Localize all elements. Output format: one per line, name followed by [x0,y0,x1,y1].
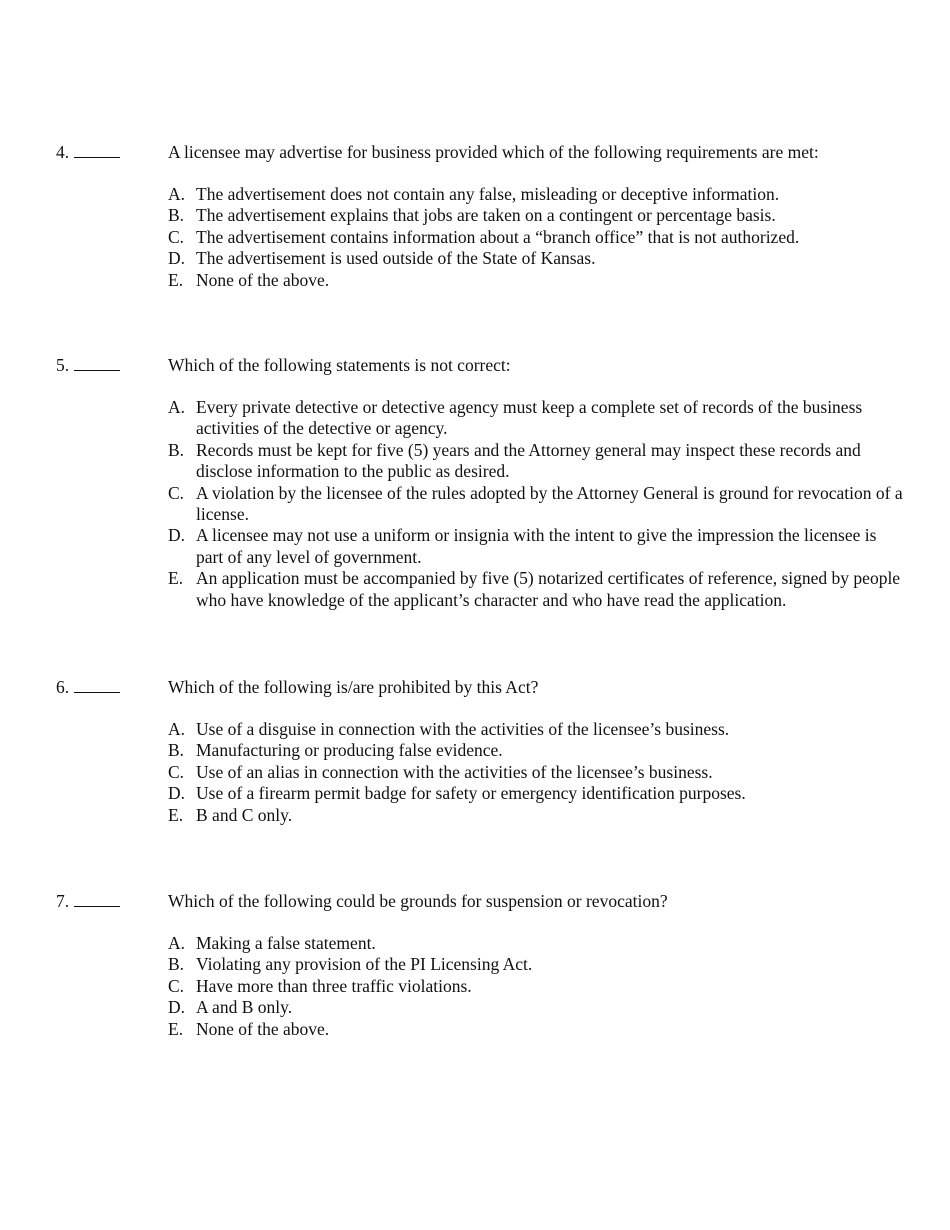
option-e [0,805,906,826]
question-text: Which of the following could be grounds for suspension or revocation? [168,891,668,911]
option-d [0,783,906,804]
option-letter: C. [168,226,185,247]
question-6 [0,677,950,826]
option-d [0,525,906,568]
question-text: A licensee may advertise for business provided which of the following requirements are met: [168,142,819,162]
option-text: Every private detective or detective agency must keep a complete set of records of the business activities of the detective or agency. [196,397,863,439]
answer-blank [74,142,120,158]
answer-blank [74,891,120,907]
question-7 [0,891,950,1040]
option-text: The advertisement contains information about a “branch office” that is not authorized. [196,226,800,247]
question-header [0,891,950,913]
option-d [0,248,906,269]
option-text: Use of a firearm permit badge for safety or emergency identification purposes. [196,783,746,804]
answer-blank [74,355,120,371]
option-c [0,976,906,997]
option-letter: E. [168,804,184,825]
option-c [0,483,906,526]
option-letter: A. [168,719,186,739]
option-a [0,933,906,954]
option-a [0,184,906,205]
option-letter: D. [168,525,186,546]
option-text: The advertisement does not contain any false, misleading or deceptive information. [196,184,780,204]
option-letter: E. [168,568,184,589]
option-text: Violating any provision of the PI Licensing Act. [196,954,533,975]
option-c [0,227,906,248]
option-e [0,568,906,611]
option-letter: E. [168,1018,184,1039]
option-text: Have more than three traffic violations. [196,975,472,996]
question-header [0,142,950,164]
option-text: An application must be accompanied by five (5) notarized certificates of reference, signed by people who have knowledge of the applicant’s character and who have read the application. [196,568,901,610]
question-number: 6. [56,677,120,698]
option-d [0,997,906,1018]
option-letter: B. [168,954,185,975]
option-letter: B. [168,740,185,761]
option-text: Manufacturing or producing false evidence. [196,740,503,761]
option-letter: D. [168,783,186,804]
option-a [0,719,906,740]
option-text: Use of an alias in connection with the activities of the licensee’s business. [196,761,713,782]
option-text: The advertisement explains that jobs are taken on a contingent or percentage basis. [196,205,776,226]
option-text: The advertisement is used outside of the State of Kansas. [196,248,596,269]
option-letter: B. [168,205,185,226]
option-letter: D. [168,997,186,1018]
option-text: B and C only. [196,804,293,825]
answer-options [0,719,950,826]
option-b [0,954,906,975]
option-text: A and B only. [196,997,293,1018]
option-text: Records must be kept for five (5) years and the Attorney general may inspect these records and disclose information to the public as desired. [196,439,861,482]
option-b [0,740,906,761]
question-number: 4. [56,142,120,163]
option-text: A licensee may not use a uniform or insignia with the intent to give the impression the licensee is part of any level of government. [196,525,877,567]
option-letter: A. [168,933,186,953]
question-text: Which of the following statements is not correct: [168,355,511,375]
option-letter: E. [168,269,184,290]
option-b [0,205,906,226]
option-b [0,440,906,483]
option-text: None of the above. [196,269,330,290]
question-5 [0,355,950,611]
option-letter: B. [168,439,185,460]
option-text: Making a false statement. [196,933,376,953]
option-text: A violation by the licensee of the rules adopted by the Attorney General is ground for revocation of a license. [196,482,903,525]
question-header [0,355,950,377]
option-letter: A. [168,184,186,204]
answer-options [0,933,950,1040]
option-c [0,762,906,783]
option-letter: C. [168,482,185,503]
option-a [0,397,906,440]
question-text: Which of the following is/are prohibited by this Act? [168,677,539,697]
answer-options [0,397,950,611]
question-header [0,677,950,699]
option-letter: C. [168,975,185,996]
question-number: 5. [56,355,120,376]
option-e [0,1019,906,1040]
option-letter: C. [168,761,185,782]
question-number: 7. [56,891,120,912]
question-4 [0,142,950,291]
option-text: Use of a disguise in connection with the activities of the licensee’s business. [196,719,730,739]
option-letter: A. [168,397,186,417]
option-letter: D. [168,248,186,269]
answer-blank [74,677,120,693]
option-text: None of the above. [196,1018,330,1039]
answer-options [0,184,950,291]
option-e [0,270,906,291]
